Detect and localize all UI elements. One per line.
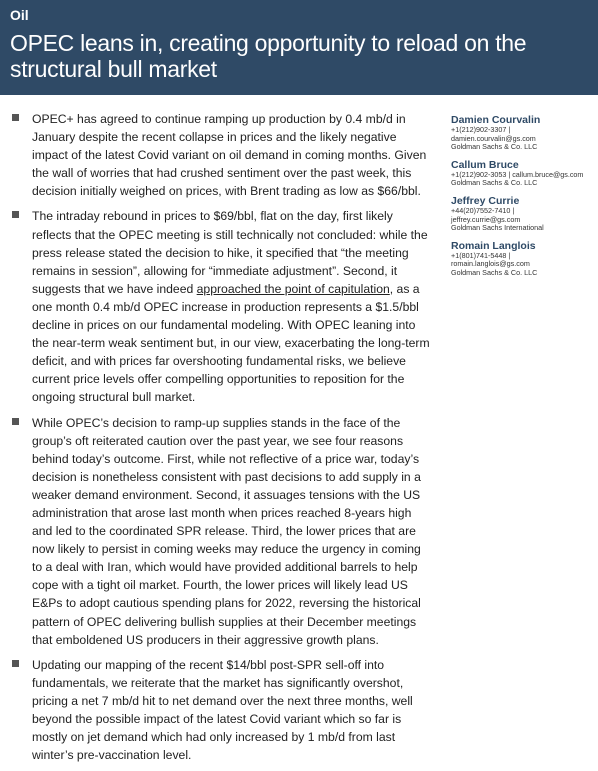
bullet-paragraph [12,656,432,765]
author-card [451,195,591,233]
author-phone: +1(801)741-5448 | [451,250,511,260]
author-name: Jeffrey Currie [451,194,520,207]
bullet-paragraph [12,110,432,200]
square-bullet-icon [12,114,22,200]
author-name: Damien Courvalin [451,114,541,126]
author-phone[interactable]: +1(212)902-3053 | callum.bruce@gs.com [451,169,584,179]
capitulation-link[interactable]: approached the point of capitulation [196,281,390,296]
report-header [0,0,598,95]
report-body [12,110,432,771]
author-card [451,240,591,278]
paragraph-text: OPEC+ has agreed to continue ramping up production by 0.4 mb/d in January despite the recent collapse in prices and the likely negative impact of the latest Covid variant on oil demand in coming months. Given the wall of worries that had crushed sentiment over the past week, this decision initially weighed on prices, with Brent trading as low as $66/bbl. [32,112,427,199]
section-label: Oil [10,7,29,23]
author-name: Callum Bruce [451,158,519,171]
author-name: Romain Langlois [451,239,536,252]
author-phone: +44(20)7552-7410 | [451,205,515,215]
paragraph-text: Updating our mapping of the recent $14/bbl post-SPR sell-off into fundamentals, we reiterate that the market has significantly overshot, pricing a net 7 mb/d hit to net demand over the next three months, well beyond the possible impact of the latest Covid variant which so far is mostly on jet demand which had only increased by 1 mb/d from last winter’s pre-vaccination level. [32,657,413,763]
authors-sidebar [451,114,591,285]
paragraph-text: The intraday rebound in prices to $69/bbl, flat on the day, first likely reflects that the OPEC meeting is still technically not concluded: while the press release stated the decision to hike, it specified that “the meeting remains in session”, allowing for “immediate adjustment”. Second, it suggests that we have indeed approached the point of capitulation, as a one month 0.4 mb/d OPEC increase in production represents a $1.5/bbl decline in prices on our fundamental modeling. With OPEC leaning into the near-term weak sentiment but, in our view, exacerbating the long-term deficit, and with prices far overshooting fundamental risks, we believe current price levels offer compelling opportunities to reposition for the ongoing structural bull market. [32,209,430,405]
page-title: OPEC leans in, creating opportunity to reload on the structural bull market [10,30,527,82]
author-firm: Goldman Sachs International [451,223,544,233]
author-firm: Goldman Sachs & Co. LLC [451,142,538,152]
author-card [451,114,591,152]
square-bullet-icon [12,660,22,765]
author-firm: Goldman Sachs & Co. LLC [451,267,538,277]
author-firm: Goldman Sachs & Co. LLC [451,178,538,188]
square-bullet-icon [12,418,22,649]
author-email[interactable]: jeffrey.currie@gs.com [451,214,521,224]
author-email[interactable]: romain.langlois@gs.com [451,259,530,269]
author-phone: +1(212)902-3307 | [451,125,511,134]
square-bullet-icon [12,211,22,406]
bullet-paragraph [12,414,432,649]
author-card [451,159,591,188]
paragraph-text: While OPEC’s decision to ramp-up supplies stands in the face of the group’s oft reiterated caution over the past year, we see four reasons behind today’s outcome. First, while not reflective of a price war, today’s decision is nonetheless consistent with past decisions to add supply in a weaker demand environment. Second, it assuages tensions with the US administration that arose last month when prices reached 8-years high and led to the coordinated SPR release. Third, the lower prices that are now likely to persist in coming weeks may reduce the urgency in coming to a deal with Iran, which would have provided additional barrels to help cope with a tight oil market. Fourth, the lower prices will likely lead US E&Ps to adopt cautious spending plans for 2022, reversing the historical pattern of OPEC delivering bullish supplies at their December meetings that emboldened US producers in their aggressive growth plans. [32,415,421,647]
bullet-paragraph [12,207,432,406]
author-email[interactable]: damien.courvalin@gs.com [451,133,536,143]
